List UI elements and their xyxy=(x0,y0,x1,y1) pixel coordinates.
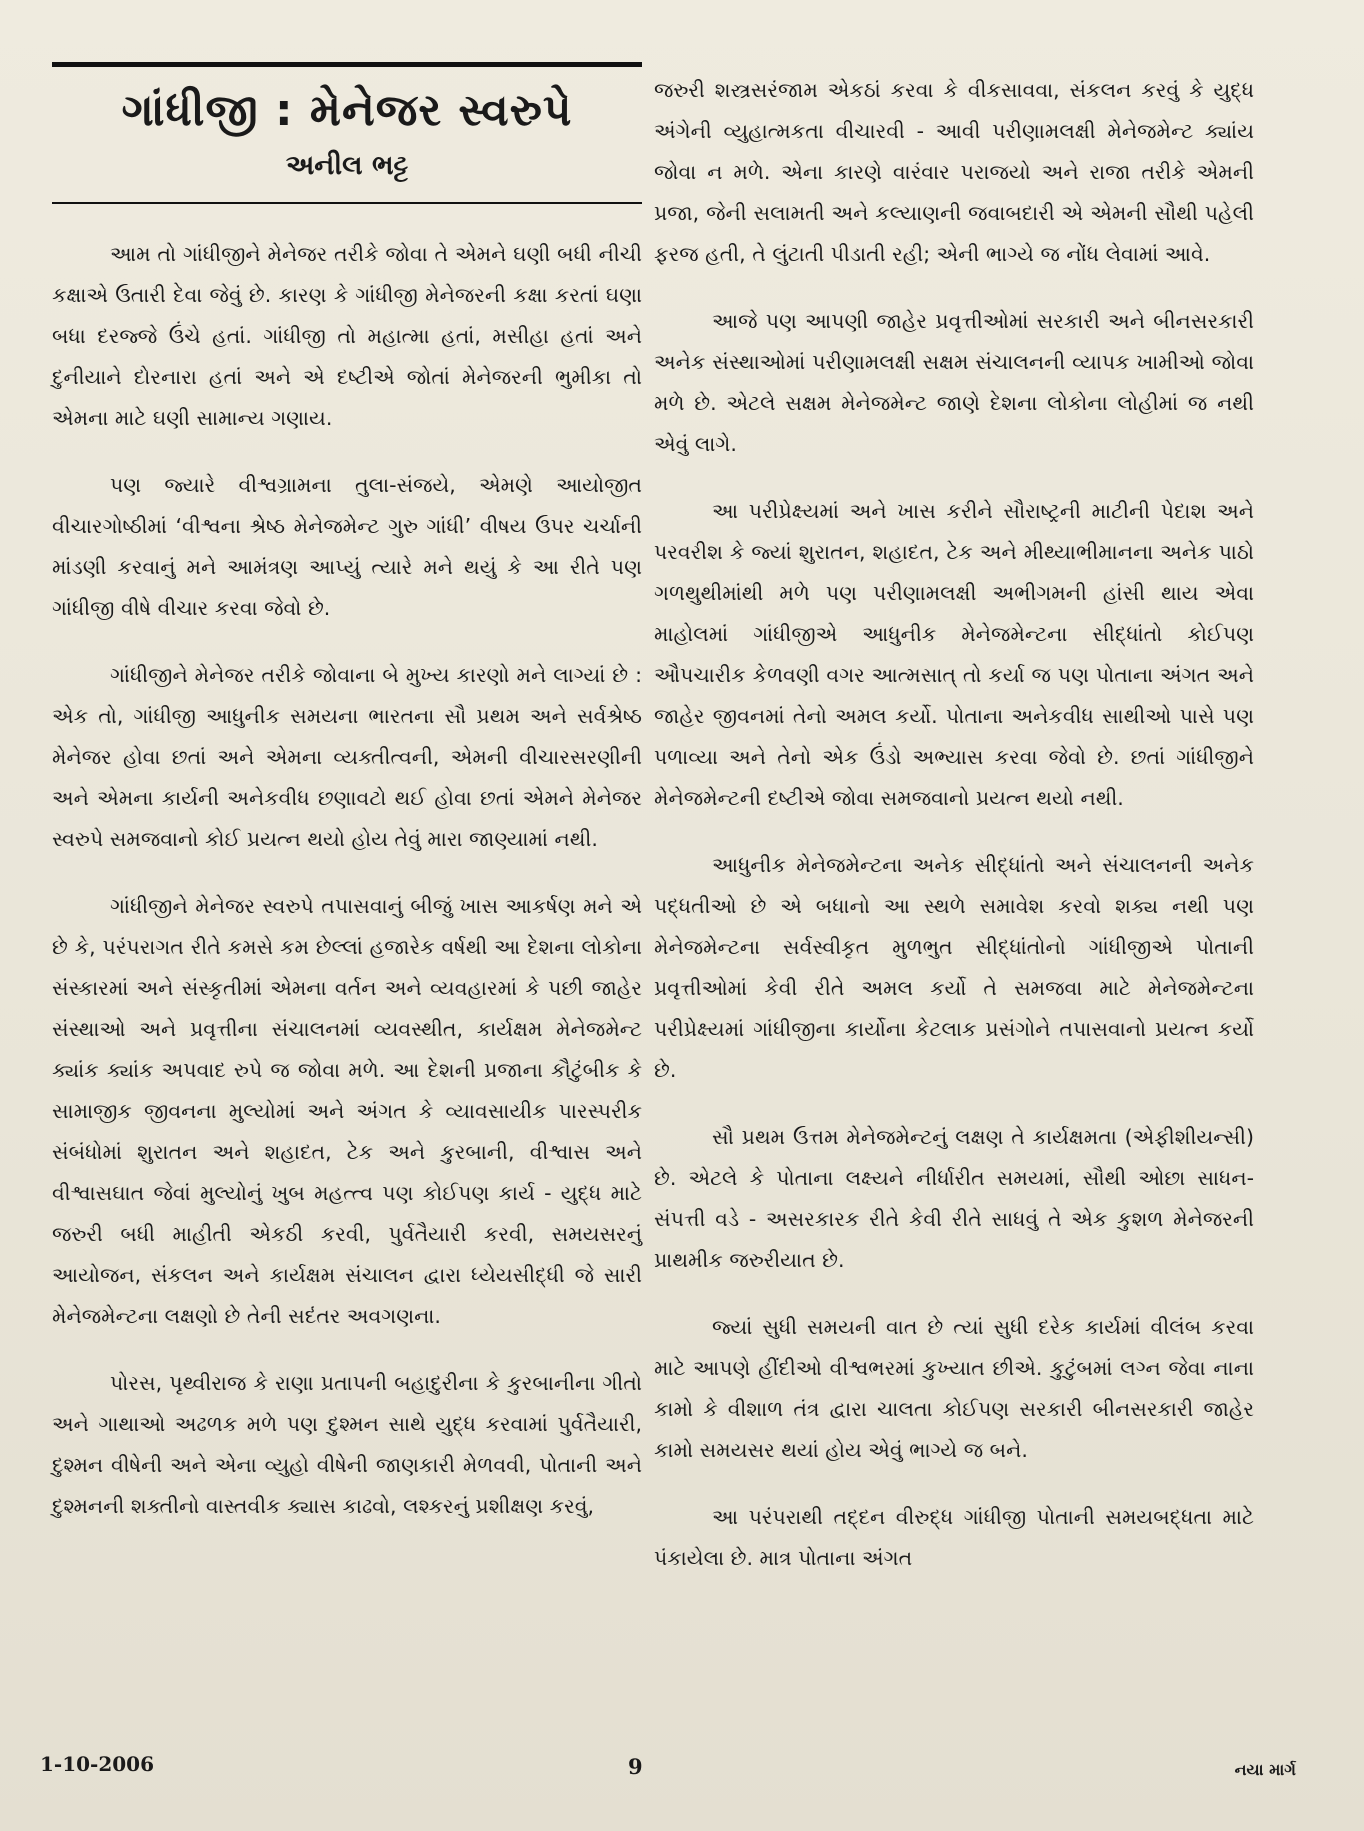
paragraph: આજે પણ આપણી જાહેર પ્રવૃત્તીઓમાં સરકારી અને બીનસરકારી અનેક સંસ્થાઓમાં પરીણામલક્ષી સક્ષમ સંચાલનની વ્યાપક ખામીઓ જોવા મળે છે. એટલે સક્ષમ મેનેજમેન્ટ જાણે દેશના લોકોના લોહીમાં જ નથી એવું લાગે. xyxy=(654,309,1254,456)
article-title: ગાંધીજી : મેનેજર સ્વરુપે xyxy=(121,85,573,136)
issue-date: 1-10-2006 xyxy=(40,1752,155,1776)
paragraph: ગાંધીજીને મેનેજર તરીકે જોવાના બે મુખ્ય કારણો મને લાગ્યાં છે : એક તો, ગાંધીજી આધુનીક સમયના ભારતના સૌ પ્રથમ અને સર્વશ્રેષ્ઠ મેનેજર હોવા છતાં અને એમના વ્યક્તીત્વની, એમની વીચારસરણીની અને એમના કાર્યની અનેકવીધ છણાવટો થઈ હોવા છતાં એમને મેનેજર સ્વરુપે સમજવાનો કોઈ પ્રયત્ન થયો હોય તેવું મારા જાણ્યામાં નથી. xyxy=(52,663,642,851)
paragraph: સૌ પ્રથમ ઉત્તમ મેનેજમેન્ટનું લક્ષણ તે કાર્યક્ષમતા (એફીશીયન્સી) છે. એટલે કે પોતાના લક્ષ્યને નીર્ધારીત સમયમાં, સૌથી ઓછા સાધન-સંપત્તી વડે - અસરકારક રીતે કેવી રીતે સાધવું તે એક કુશળ મેનેજરની પ્રાથમીક જરુરીયાત છે. xyxy=(654,1125,1254,1272)
paragraph: આમ તો ગાંધીજીને મેનેજર તરીકે જોવા તે એમને ઘણી બધી નીચી કક્ષાએ ઉતારી દેવા જેવું છે. કારણ કે ગાંધીજી મેનેજરની કક્ષા કરતાં ઘણા બધા દરજ્જે ઉંચે હતાં. ગાંધીજી તો મહાત્મા હતાં, મસીહા હતાં અને દુનીયાને દોરનારા હતાં અને એ દષ્ટીએ જોતાં મેનેજરની ભુમીકા તો એમના માટે ઘણી સામાન્ય ગણાય. xyxy=(52,242,642,430)
page-number: 9 xyxy=(628,1754,643,1779)
title-top-rule xyxy=(52,62,642,67)
paragraph: જરુરી શસ્ત્રસરંજામ એકઠાં કરવા કે વીકસાવવા, સંકલન કરવું કે યુદ્ધ અંગેની વ્યુહાત્મકતા વીચારવી - આવી પરીણામલક્ષી મેનેજમેન્ટ ક્યાંય જોવા ન મળે. એના કારણે વારંવાર પરાજયો અને રાજા તરીકે એમની પ્રજા, જેની સલામતી અને કલ્યાણની જવાબદારી એ એમની સૌથી પહેલી ફરજ હતી, તે લુંટાતી પીડાતી રહી; એની ભાગ્યે જ નોંધ લેવામાં આવે. xyxy=(654,78,1254,266)
paragraph: જ્યાં સુધી સમયની વાત છે ત્યાં સુધી દરેક કાર્યમાં વીલંબ કરવા માટે આપણે હીંદીઓ વીશ્વભરમાં કુખ્યાત છીએ. કુટુંબમાં લગ્ન જેવા નાના કામો કે વીશાળ તંત્ર દ્વારા ચાલતા કોઈપણ સરકારી બીનસરકારી જાહેર કામો સમયસર થયાં હોય એવું ભાગ્યે જ બને. xyxy=(654,1315,1254,1462)
paragraph: ગાંધીજીને મેનેજર સ્વરુપે તપાસવાનું બીજું ખાસ આકર્ષણ મને એ છે કે, પરંપરાગત રીતે કમસે કમ છેલ્લાં હજારેક વર્ષથી આ દેશના લોકોના સંસ્કારમાં અને સંસ્કૃતીમાં એમના વર્તન અને વ્યવહારમાં કે પછી જાહેર સંસ્થાઓ અને પ્રવૃત્તીના સંચાલનમાં વ્યવસ્થીત, કાર્યક્ષમ મેનેજમેન્ટ ક્યાંક ક્યાંક અપવાદ રુપે જ જોવા મળે. આ દેશની પ્રજાના કૌટુંબીક કે સામાજીક જીવનના મુલ્યોમાં અને અંગત કે વ્યાવસાયીક પારસ્પરીક સંબંધોમાં શુરાતન અને શહાદત, ટેક અને કુરબાની, વીશ્વાસ અને વીશ્વાસઘાત જેવાં મુલ્યોનું ખુબ મહત્ત્વ પણ કોઈપણ કાર્ય - યુદ્ધ માટે જરુરી બધી માહીતી એકઠી કરવી, પુર્વતૈયારી કરવી, સમયસરનું આયોજન, સંકલન અને કાર્યક્ષમ સંચાલન દ્વારા ધ્યેયસીદ્ધી જે સારી મેનેજમેન્ટના લક્ષણો છે તેની સદંતર અવગણના. xyxy=(52,894,642,1328)
paragraph: આ પરંપરાથી તદ્દન વીરુદ્ધ ગાંધીજી પોતાની સમયબદ્ધતા માટે પંકાયેલા છે. માત્ર પોતાના અંગત xyxy=(654,1505,1254,1570)
magazine-name: નયા માર્ગ xyxy=(1234,1760,1296,1779)
paragraph: પણ જ્યારે વીશ્વગ્રામના તુલા-સંજયે, એમણે આયોજીત વીચારગોષ્ઠીમાં ‘વીશ્વના શ્રેષ્ઠ મેનેજમેન્ટ ગુરુ ગાંધી’ વીષય ઉપર ચર્ચાની માંડણી કરવાનું મને આમંત્રણ આપ્યું ત્યારે મને થયું કે આ રીતે પણ ગાંધીજી વીષે વીચાર કરવા જેવો છે. xyxy=(52,473,642,620)
right-column xyxy=(654,70,1254,1605)
page-footer xyxy=(40,1752,1324,1792)
paragraph: આધુનીક મેનેજમેન્ટના અનેક સીદ્ધાંતો અને સંચાલનની અનેક પદ્ધતીઓ છે એ બધાનો આ સ્થળે સમાવેશ કરવો શક્ય નથી પણ મેનેજમેન્ટના સર્વસ્વીકૃત મુળભુત સીદ્ધાંતોનો ગાંધીજીએ પોતાની પ્રવૃત્તીઓમાં કેવી રીતે અમલ કર્યો તે સમજવા માટે મેનેજમેન્ટના પરીપ્રેક્ષ્યમાં ગાંધીજીના કાર્યોના કેટલાક પ્રસંગોને તપાસવાનો પ્રયત્ન કર્યો છે. xyxy=(654,853,1254,1082)
left-column xyxy=(52,62,642,1553)
article-author: અનીલ ભટ્ટ xyxy=(285,150,409,181)
title-bottom-rule xyxy=(52,202,642,204)
paragraph: આ પરીપ્રેક્ષ્યમાં અને ખાસ કરીને સૌરાષ્ટ્રની માટીની પેદાશ અને પરવરીશ કે જ્યાં શુરાતન, શહાદત, ટેક અને મીથ્યાભીમાનના અનેક પાઠો ગળથુથીમાંથી મળે પણ પરીણામલક્ષી અભીગમની હાંસી થાય એવા માહોલમાં ગાંધીજીએ આધુનીક મેનેજમેન્ટના સીદ્ધાંતો કોઈપણ ઔપચારીક કેળવણી વગર આત્મસાત્ તો કર્યા જ પણ પોતાના અંગત અને જાહેર જીવનમાં તેનો અમલ કર્યો. પોતાના અનેકવીધ સાથીઓ પાસે પણ પળાવ્યા અને તેનો એક ઉંડો અભ્યાસ કરવા જેવો છે. છતાં ગાંધીજીને મેનેજમેન્ટની દષ્ટીએ જોવા સમજવાનો પ્રયત્ન થયો નથી. xyxy=(654,499,1254,810)
paragraph: પોરસ, પૃથ્વીરાજ કે રાણા પ્રતાપની બહાદુરીના કે કુરબાનીના ગીતો અને ગાથાઓ અઢળક મળે પણ દુશ્મન સાથે યુદ્ધ કરવામાં પુર્વતૈયારી, દુશ્મન વીષેની અને એના વ્યુહો વીષેની જાણકારી મેળવવી, પોતાની અને દુશ્મનની શક્તીનો વાસ્તવીક ક્યાસ કાઢવો, લશ્કરનું પ્રશીક્ષણ કરવું, xyxy=(52,1371,642,1518)
